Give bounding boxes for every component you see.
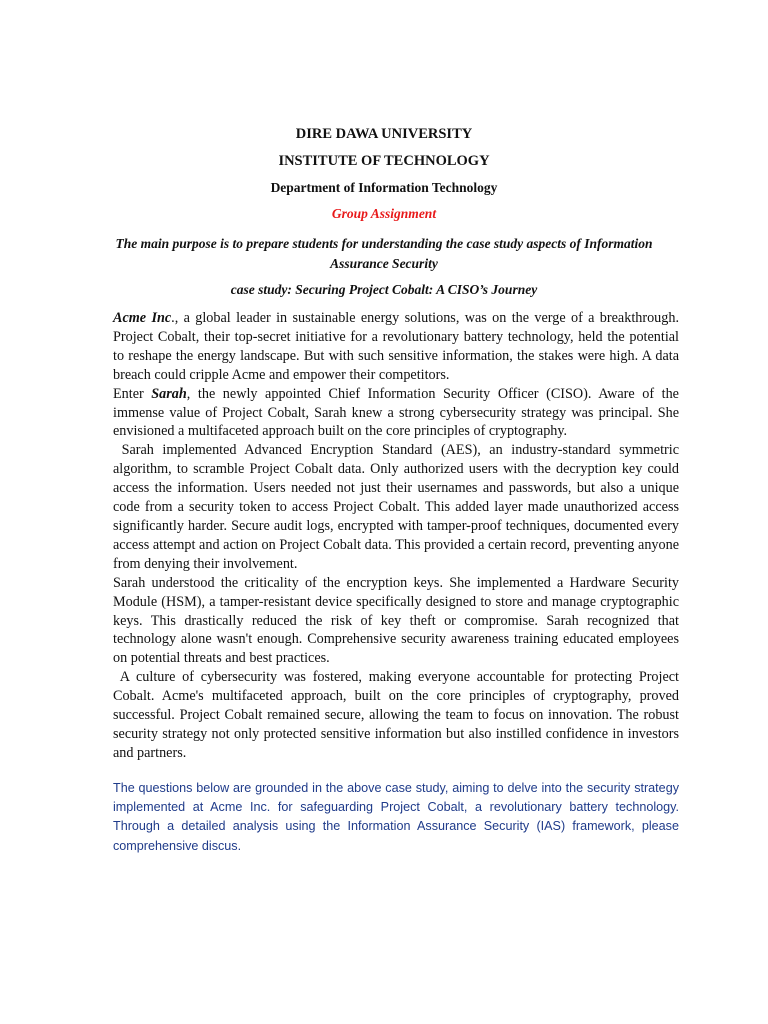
ciso-name: Sarah <box>151 385 187 402</box>
paragraph-2 <box>113 385 679 442</box>
paragraph-2-text: , the newly appointed Chief Information Security Officer (CISO). Aware of the immense value of Project Cobalt, Sarah knew a strong cybersecurity strategy was principal. She envisioned a multifaceted approach built on the core principles of cryptography. <box>113 385 679 440</box>
case-study-title: case study: Securing Project Cobalt: A CISO’s Journey <box>230 282 538 297</box>
paragraph-1-text: ., a global leader in sustainable energy solutions, was on the verge of a breakthrough. Project Cobalt, their top-secret initiative for a revolutionary battery technology, held the potential to reshape the energy landscape. But with such sensitive information, the stakes were high. A data breach could cripple Acme and empower their competitors. <box>113 310 679 383</box>
company-name: Acme Inc <box>113 310 172 326</box>
paragraph-4: Sarah understood the criticality of the encryption keys. She implemented a Hardware Security Module (HSM), a tamper-resistant device specifically designed to store and manage cryptographic keys. This drastically reduced the risk of key theft or compromise. Sarah recognized that technology alone wasn't enough. Comprehensive security awareness training educated employees on potential threats and best practices. <box>113 574 679 667</box>
assignment-type: Group Assignment <box>331 206 437 221</box>
institute-title: INSTITUTE OF TECHNOLOGY <box>278 153 490 169</box>
paragraph-5: A culture of cybersecurity was fostered, making everyone accountable for protecting Project Cobalt. Acme's multifaceted approach, built on the core principles of cryptography, proved successful. Project Cobalt remained secure, allowing the team to focus on innovation. The robust security strategy not only protected sensitive information but also instilled confidence in investors and partners. <box>113 669 683 761</box>
department-title: Department of Information Technology <box>270 180 498 195</box>
university-title: DIRE DAWA UNIVERSITY <box>295 126 473 142</box>
purpose-statement: The main purpose is to prepare students for understanding the case study aspects of Information Assurance Security <box>115 236 653 271</box>
case-study-body <box>113 309 683 763</box>
paragraph-3: Sarah implemented Advanced Encryption Standard (AES), an industry-standard symmetric algorithm, to scramble Project Cobalt data. Only authorized users with the decryption key could access the information. Users needed not just their usernames and passwords, but also a unique code from a security token to access Project Cobalt. This added layer made unauthorized access significantly harder. Secure audit logs, encrypted with tamper-proof techniques, documented every access attempt and action on Project Cobalt data. This provided a certain record, preventing anyone from denying their involvement. <box>113 442 683 572</box>
question-prompt: The questions below are grounded in the above case study, aiming to delve into the security strategy implemented at Acme Inc. for safeguarding Project Cobalt, a revolutionary battery technology. Through a detailed analysis using the Information Assurance Security (IAS) framework, please comprehensive discus. <box>113 781 679 853</box>
paragraph-2-lead: Enter <box>113 385 152 402</box>
paragraph-1 <box>113 309 679 385</box>
